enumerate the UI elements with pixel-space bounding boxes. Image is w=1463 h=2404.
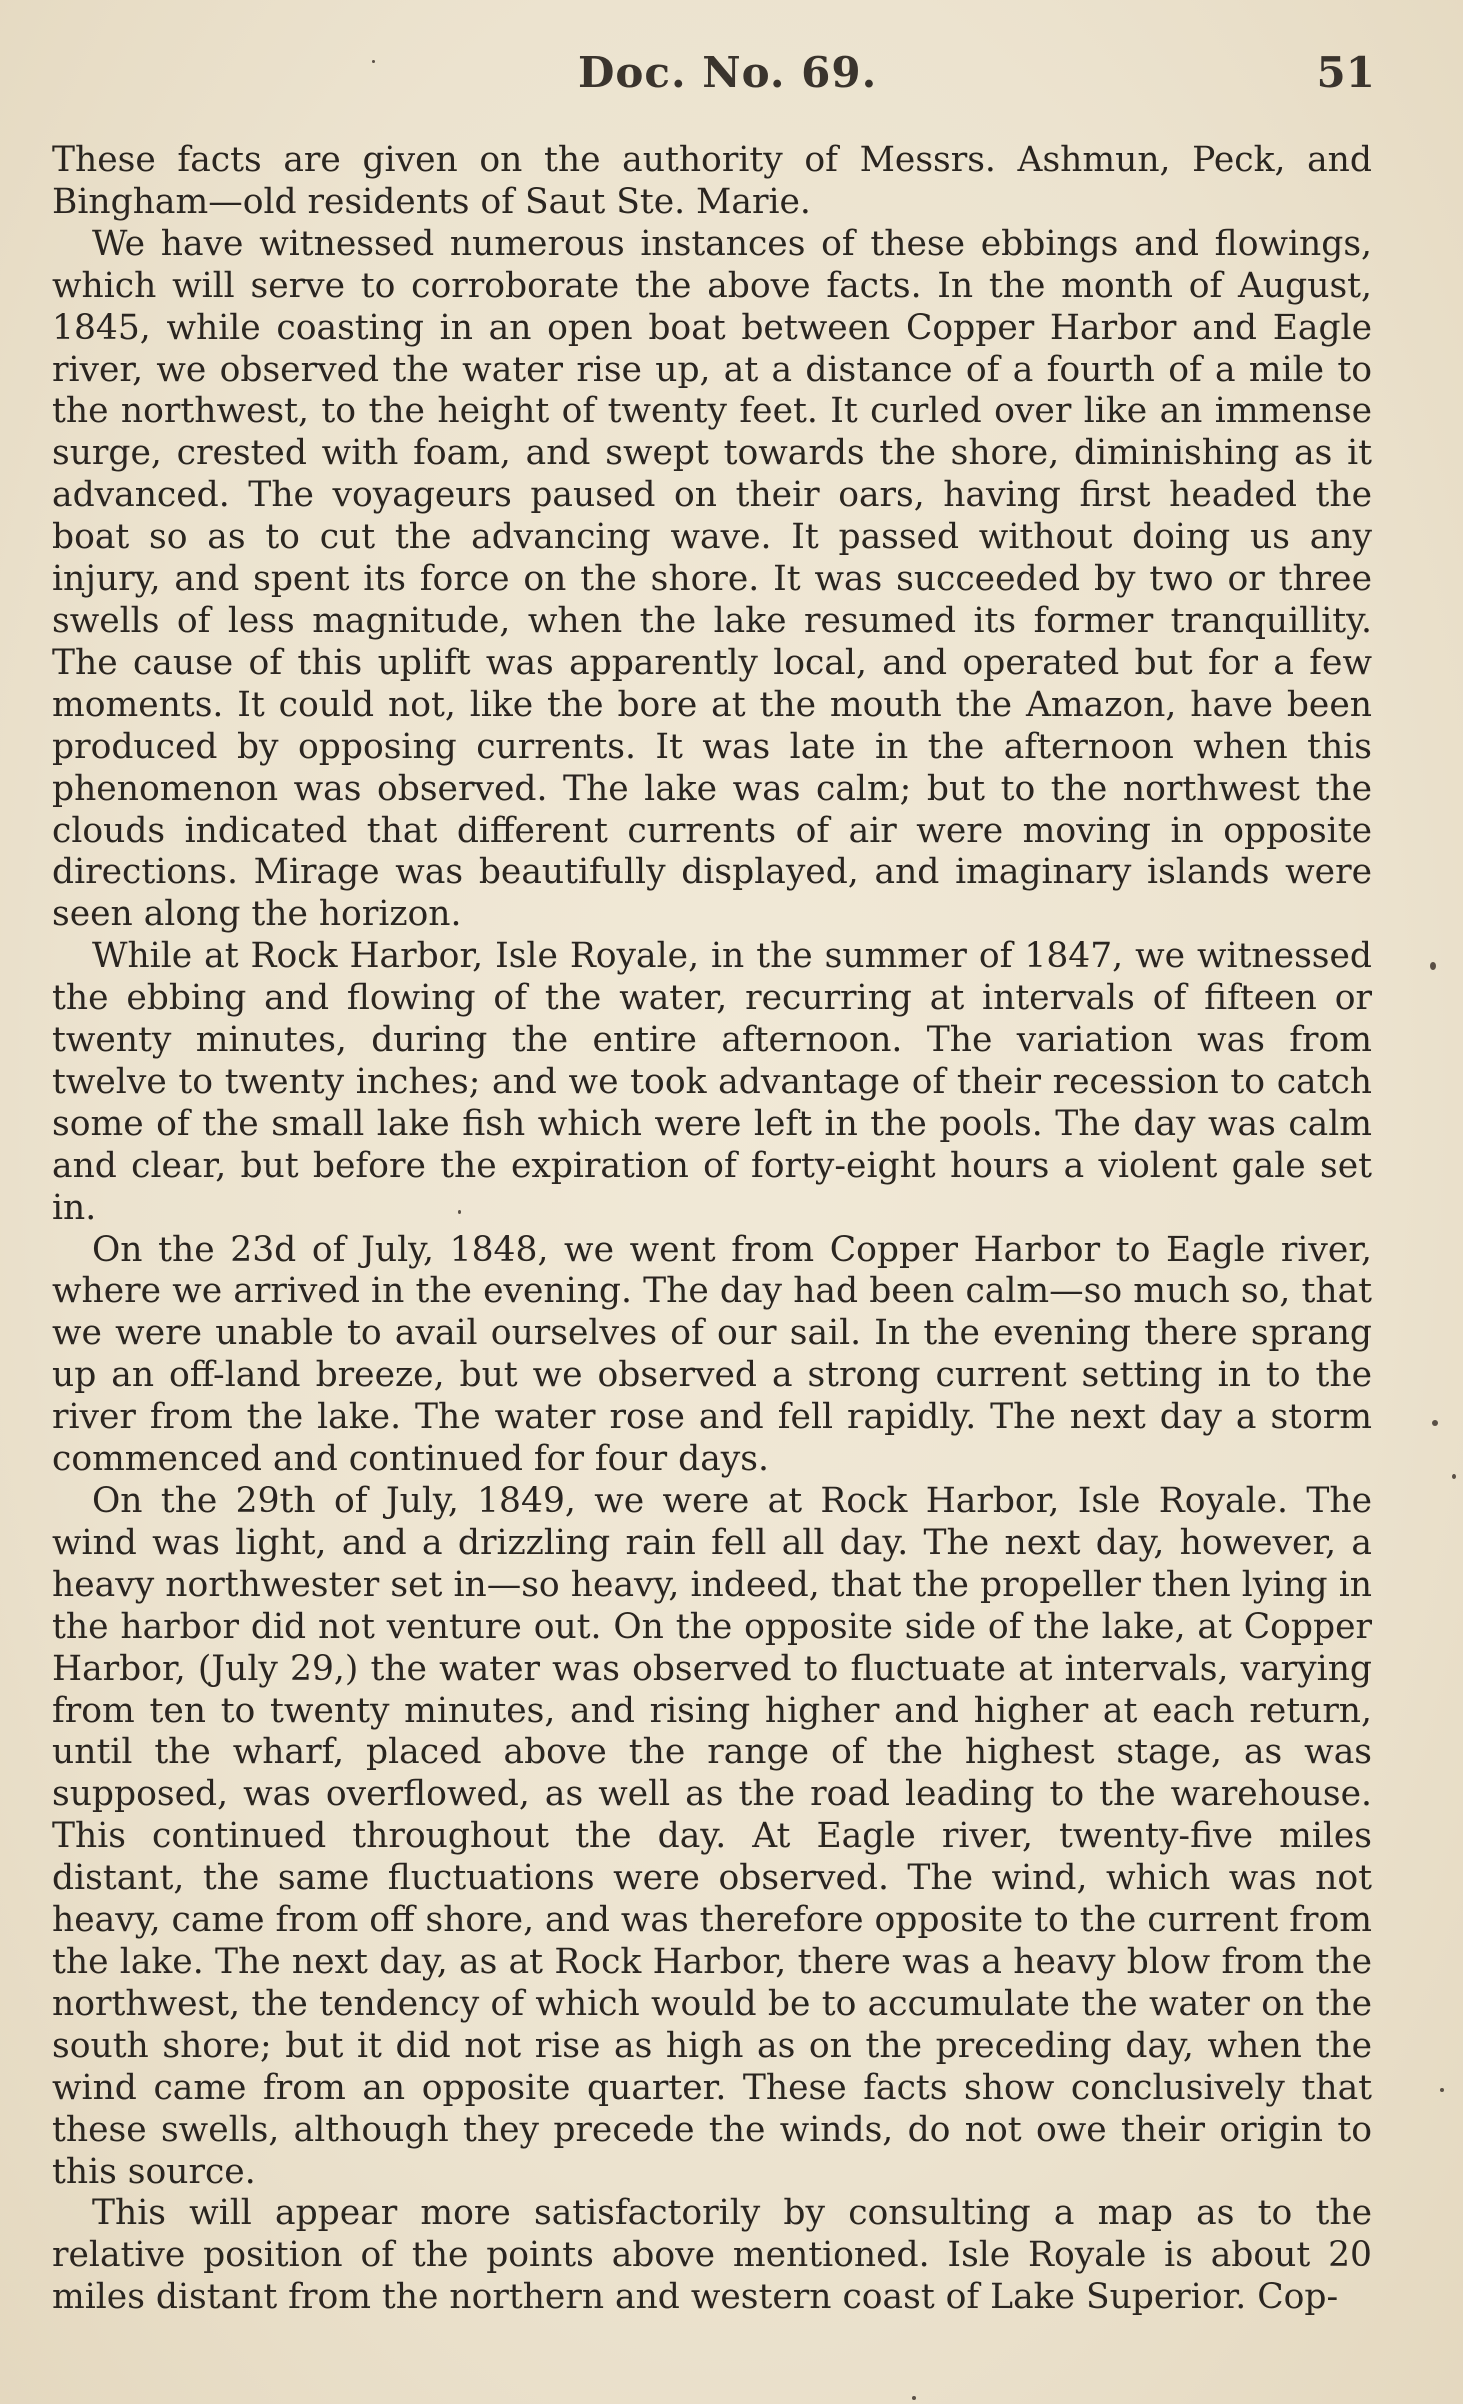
ink-speck — [912, 2396, 916, 2400]
paragraph-july-1848: On the 23d of July, 1848, we went from Copper Harbor to Eagle river, where we arrived in the evening. The day had been calm—so much so, that we were unable to avail ourselves of our sail. In the evening there sprang up an off-land breeze, but we observed a strong current setting in to the river from the lake. The water rose and fell rapidly. The next day a storm commenced and continued for four days. — [52, 1229, 1372, 1480]
ink-speck — [1432, 1420, 1438, 1426]
paragraph-july-1849: On the 29th of July, 1849, we were at Rock Harbor, Isle Royale. The wind was light, and a drizzling rain fell all day. The next day, however, a heavy northwester set in—so heavy, indeed, that the propeller then lying in the harbor did not venture out. On the opposite side of the lake, at Copper Harbor, (July 29,) the water was observed to fluctuate at intervals, varying from ten to twenty minutes, and rising higher and higher at each return, until the wharf, placed above the range of the highest stage, as was supposed, was overflowed, as well as the road leading to the warehouse. This continued throughout the day. At Eagle river, twenty-five miles distant, the same fluctuations were observed. The wind, which was not heavy, came from off shore, and was therefore opposite to the current from the lake. The next day, as at Rock Harbor, there was a heavy blow from the northwest, the tendency of which would be to accumulate the water on the south shore; but it did not rise as high as on the preceding day, when the wind came from an opposite quarter. These facts show conclusively that these swells, although they precede the winds, do not owe their origin to this source. — [52, 1481, 1372, 2192]
paragraph-map-position: This will appear more satisfactorily by consulting a map as to the relative position of the points above mentioned. Isle Royale is about 20 miles distant from the northern and western coast of Lake Superior. Cop- — [52, 2193, 1372, 2318]
ink-speck — [372, 60, 375, 63]
page-number: 51 — [1316, 48, 1375, 97]
paragraph-rock-harbor-1847: While at Rock Harbor, Isle Royale, in the summer of 1847, we witnessed the ebbing and flowing of the water, recurring at intervals of fifteen or twenty minutes, during the entire afternoon. The variation was from twelve to twenty inches; and we took advantage of their recession to catch some of the small lake fish which were left in the pools. The day was calm and clear, but before the expiration of forty-eight hours a violent gale set in. — [52, 936, 1372, 1228]
ink-speck — [1452, 1474, 1456, 1479]
paragraph-continuation: These facts are given on the authority of Messrs. Ashmun, Peck, and Bingham—old residents of Saut Ste. Marie. — [52, 140, 1372, 222]
ink-speck — [1430, 962, 1436, 970]
ink-speck — [1440, 2088, 1444, 2092]
body-text — [52, 140, 1372, 2319]
ink-speck — [458, 1210, 461, 1214]
document-number: Doc. No. 69. — [578, 48, 878, 97]
paragraph-august-1845: We have witnessed numerous instances of these ebbings and flowings, which will serve to corroborate the above facts. In the month of August, 1845, while coasting in an open boat between Copper Harbor and Eagle river, we observed the water rise up, at a distance of a fourth of a mile to the northwest, to the height of twenty feet. It curled over like an immense surge, crested with foam, and swept towards the shore, diminishing as it advanced. The voyageurs paused on their oars, having first headed the boat so as to cut the advancing wave. It passed without doing us any injury, and spent its force on the shore. It was succeeded by two or three swells of less magnitude, when the lake resumed its former tranquillity. The cause of this uplift was apparently local, and operated but for a few moments. It could not, like the bore at the mouth the Amazon, have been produced by opposing currents. It was late in the afternoon when this phenomenon was observed. The lake was calm; but to the northwest the clouds indicated that different currents of air were moving in opposite directions. Mirage was beautifully displayed, and imaginary islands were seen along the horizon. — [52, 223, 1372, 935]
page-header — [0, 48, 1463, 108]
